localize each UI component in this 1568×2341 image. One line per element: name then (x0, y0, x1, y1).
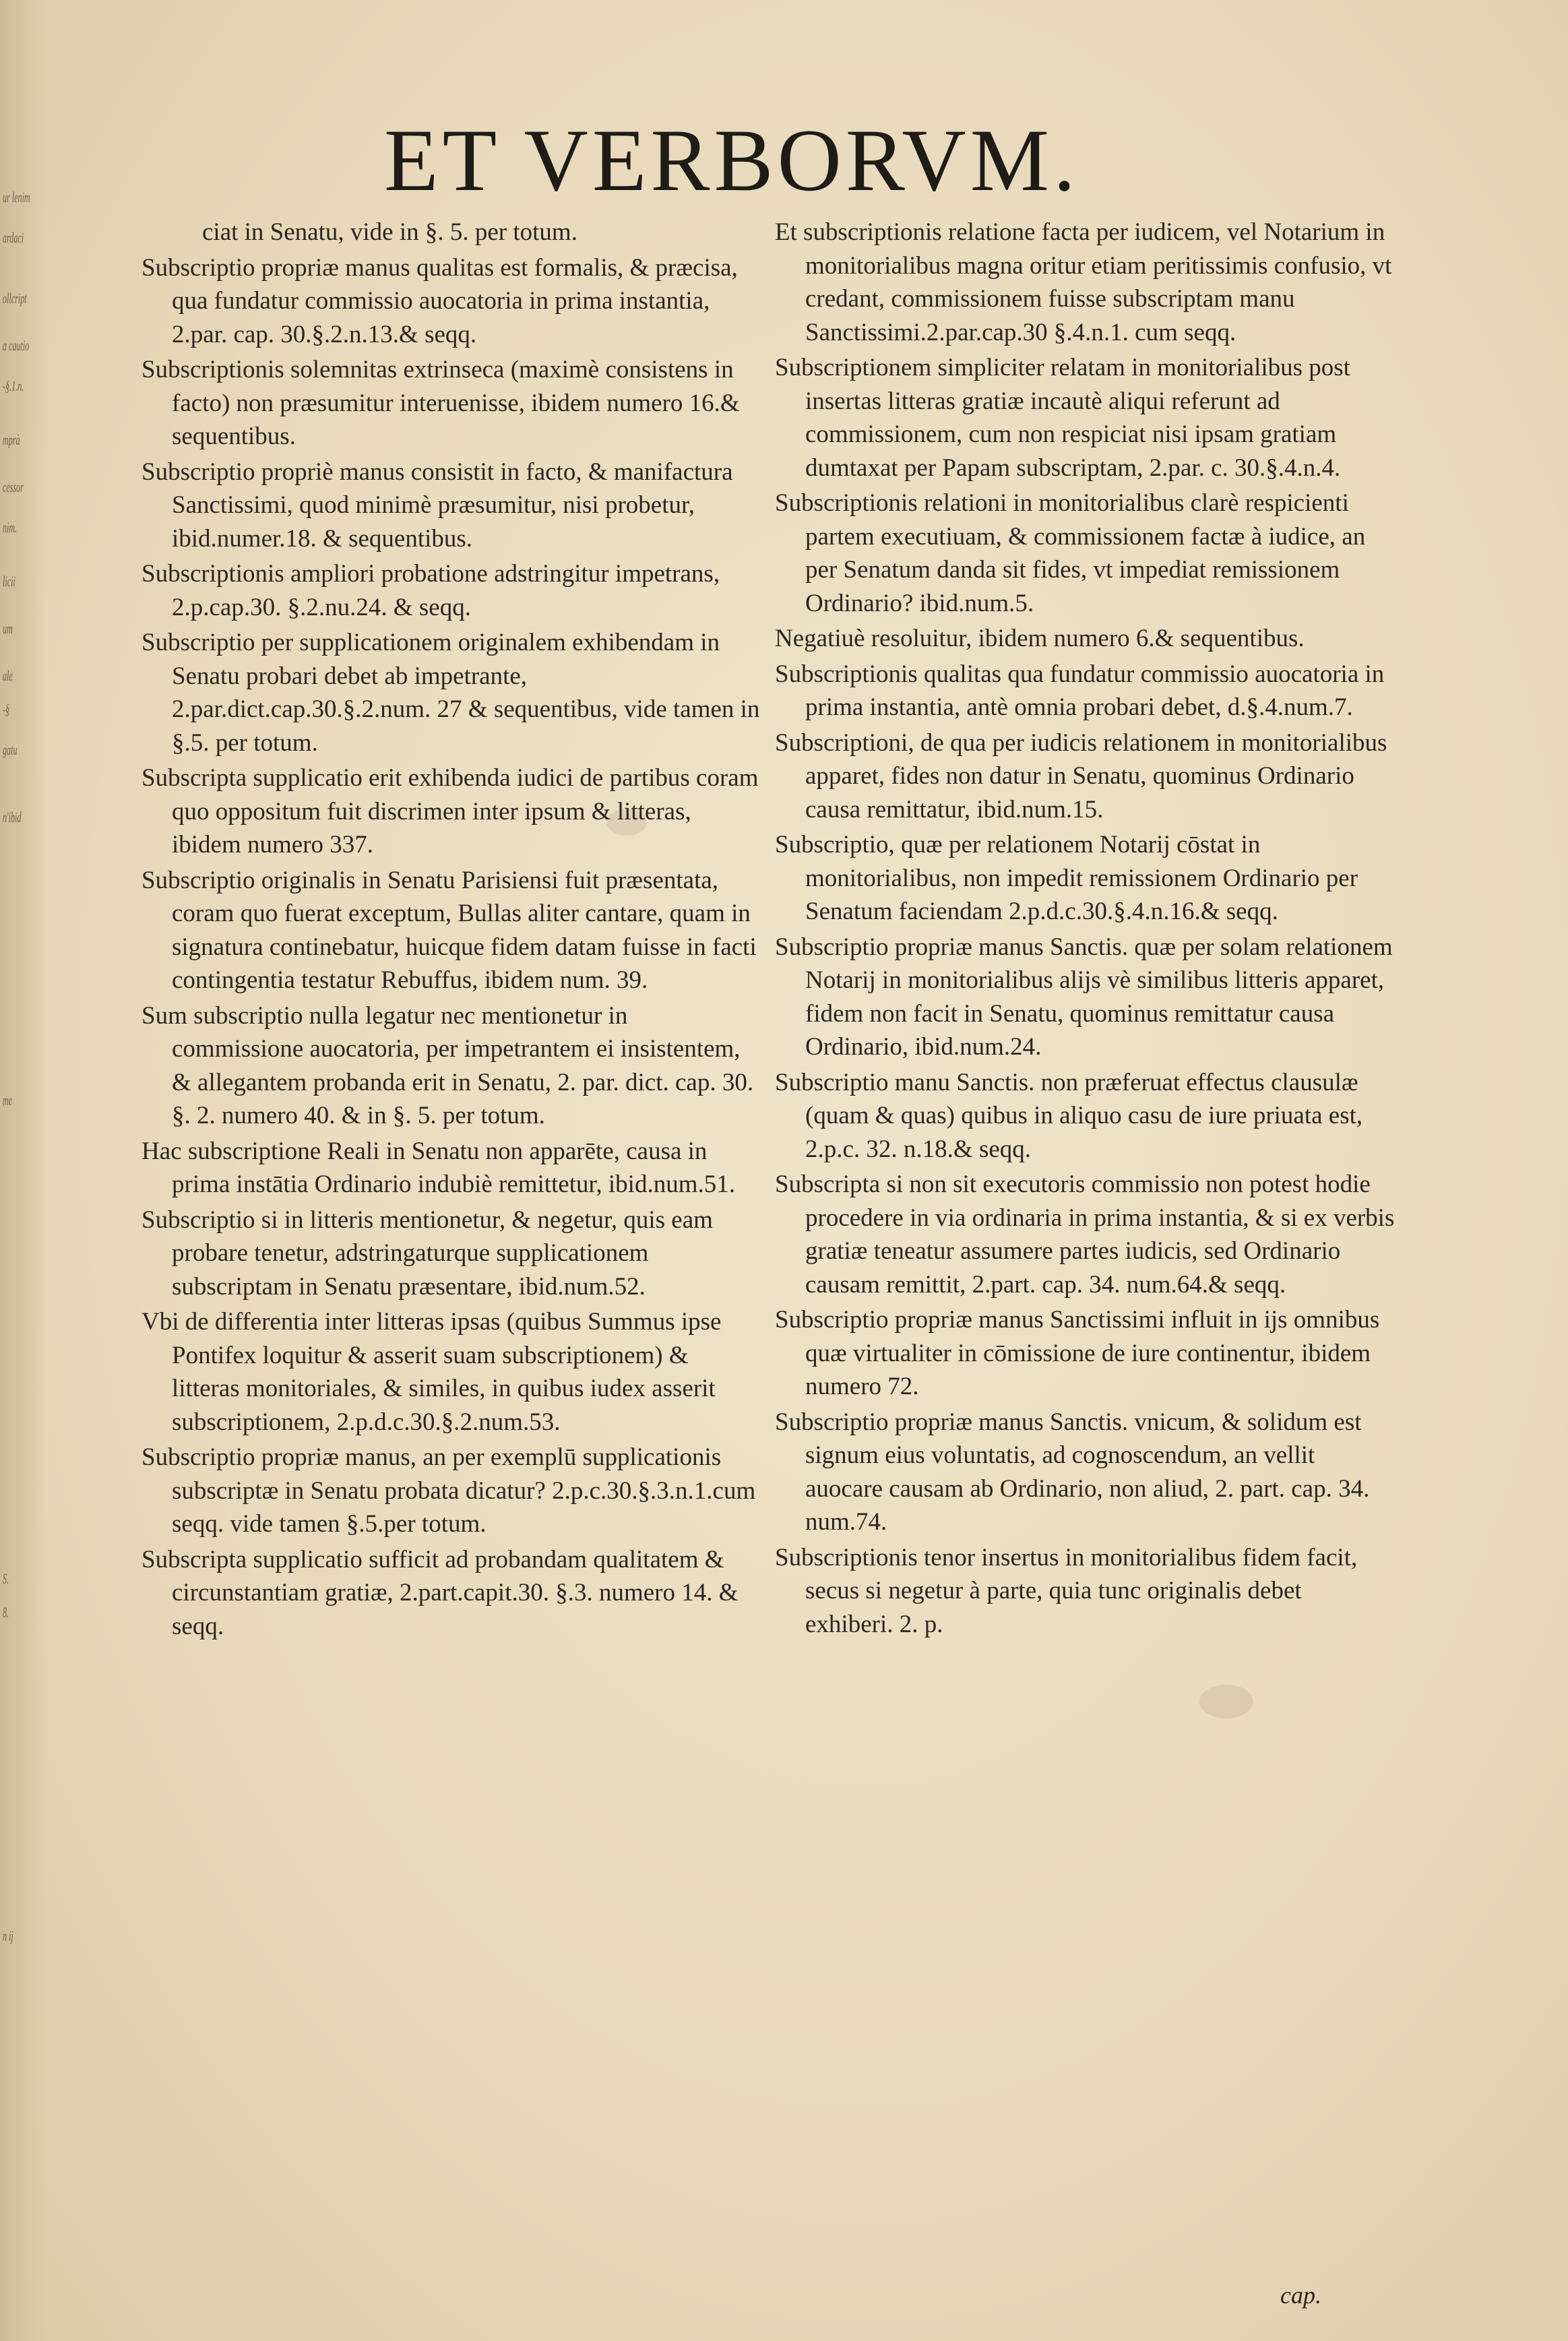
index-entry: Subscriptio, quæ per relationem Notarij cōstat in monitorialibus, non impedit remissionem Ordinario per Senatum faciendam 2.p.d.c.30.§.4.n.16.& seqq. (775, 831, 1358, 925)
index-entry: Subscriptionis tenor insertus in monitorialibus fidem facit, secus si negetur à parte, quia tunc originalis debet exhiberi. 2. p. (775, 1543, 1358, 1638)
index-entry: Sum subscriptio nulla legatur nec mentionetur in commissione auocatoria, per impetrantem ei insistentem, & allegantem probanda erit in Senatu, 2. par. dict. cap. 30. §. 2. numero 40. & in §. 5. per totum. (142, 1001, 754, 1129)
right-column (775, 216, 1395, 2291)
catchword: cap. (1280, 2282, 1321, 2309)
index-entry: Subscriptio propriæ manus, an per exemplū supplicationis subscriptæ in Senatu probata dicatur? 2.p.c.30.§.3.n.1.cum seqq. vide tamen §.5.per totum. (142, 1443, 756, 1538)
index-entry: Subscriptionem simpliciter relatam in monitorialibus post insertas litteras gratiæ incautè aliqui referunt ad commissionem, cum non respiciat nisi ipsam gratiam dumtaxat per Papam subscriptam, 2.par. c. 30.§.4.n.4. (775, 354, 1350, 482)
gutter-fragment: -§.1.n. (3, 377, 24, 394)
index-entry: Subscriptionis solemnitas extrinseca (maximè consistens in facto) non præsumitur interuenisse, ibidem numero 16.& sequentibus. (142, 356, 740, 450)
gutter-fragment: gatu (3, 741, 18, 758)
index-entry: Subscriptio propriæ manus Sanctissimi influit in ijs omnibus quæ virtualiter in cōmissione de iure continentur, ibidem numero 72. (775, 1306, 1380, 1400)
index-entry: Negatiuè resoluitur, ibidem numero 6.& sequentibus. (775, 625, 1305, 652)
index-entry: Subscripta supplicatio erit exhibenda iudici de partibus coram quo oppositum fuit discrimen inter ipsum & litteras, ibidem numero 337. (142, 764, 759, 859)
gutter-fragment: a cautio (3, 337, 30, 354)
gutter-fragment: nim. (3, 519, 18, 536)
facing-page-gutter (0, 0, 47, 2341)
gutter-fragment: S. (3, 1570, 9, 1587)
gutter-fragment: licii (3, 573, 15, 590)
gutter-fragment: um (3, 620, 13, 637)
gutter-fragment: ollcript (3, 290, 27, 307)
gutter-fragment: ardaci (3, 229, 24, 246)
index-entry: Subscripta si non sit executoris commissio non potest hodie procedere in via ordinaria in prima instantia, & si ex verbis gratiæ teneatur assumere partes iudicis, sed Ordinario causam remittit, 2.part. cap. 34. num.64.& seqq. (775, 1170, 1395, 1299)
gutter-fragment: ur lenim (3, 189, 30, 206)
gutter-fragment: mprà (3, 431, 20, 448)
index-entry: Hac subscriptione Reali in Senatu non apparēte, causa in prima instātia Ordinario indubiè remittetur, ibid.num.51. (142, 1137, 735, 1198)
gutter-fragment: 8. (3, 1604, 9, 1621)
index-entry: Subscriptionis ampliori probatione adstringitur impetrans, 2.p.cap.30. §.2.nu.24. & seqq. (142, 560, 720, 621)
gutter-fragment: n ij (3, 1927, 13, 1944)
index-entry: Subscriptio originalis in Senatu Parisiensi fuit præsentata, coram quo fuerat exceptum, Bullas aliter cantare, quam in signatura continebatur, huicque fidem datam fuisse in facti contingentia testatur Rebuffus, ibidem num. 39. (142, 866, 757, 994)
index-entry: Et subscriptionis relatione facta per iudicem, vel Notarium in monitorialibus magna oritur etiam peritissimis confusio, vt credant, commissionem fuisse subscriptam manu Sanctissimi.2.par.cap.30 §.4.n.1. cum seqq. (775, 218, 1392, 346)
running-head: ET VERBORVM. (384, 111, 1080, 210)
index-entry: Subscriptio propriæ manus Sanctis. vnicum, & solidum est signum eius voluntatis, ad cognoscendum, an vellit auocare causam ab Ordinario, non aliud, 2. part. cap. 34. num.74. (775, 1408, 1370, 1536)
index-entry: Subscriptionis qualitas qua fundatur commissio auocatoria in prima instantia, antè omnia probari debet, d.§.4.num.7. (775, 660, 1385, 721)
gutter-fragment: n'ibid (3, 809, 22, 825)
index-entry: Subscriptio manu Sanctis. non præferuat effectus clausulæ (quam & quas) quibus in aliquo casu de iure priuata est, 2.p.c. 32. n.18.& seqq. (775, 1068, 1363, 1163)
left-column (142, 216, 761, 2291)
index-entry: Subscriptionis relationi in monitorialibus clarè respicienti partem executiuam, & commissionem factæ à iudice, an per Senatum danda sit fides, vt impediat remissionem Ordinario? ibid.num.5. (775, 489, 1366, 617)
gutter-fragment: -§ (3, 701, 10, 718)
index-entry: Vbi de differentia inter litteras ipsas (quibus Summus ipse Pontifex loquitur & asserit suam subscriptionem) & litteras monitoriales, & similes, in quibus iudex asserit subscriptionem, 2.p.d.c.30.§.2.num.53. (142, 1308, 722, 1436)
gutter-fragment: ale (3, 667, 13, 684)
index-entry: Subscriptio si in litteris mentionetur, & negetur, quis eam probare tenetur, adstringaturque supplicationem subscriptam in Senatu præsentare, ibid.num.52. (142, 1206, 713, 1301)
index-entry: Subscriptioni, de qua per iudicis relationem in monitorialibus apparet, fides non datur in Senatu, quominus Ordinario causa remittatur, ibid.num.15. (775, 728, 1387, 823)
index-entry: Subscriptio propriæ manus Sanctis. quæ per solam relationem Notarij in monitorialibus alijs vè similibus litteris apparet, fidem non facit in Senatu, quominus remittatur causa Ordinario, ibid.num.24. (775, 933, 1393, 1061)
gutter-fragment: cessor (3, 478, 24, 495)
index-entry: Subscriptio propriæ manus qualitas est formalis, & præcisa, qua fundatur commissio auocatoria in prima instantia, 2.par. cap. 30.§.2.n.13.& seqq. (142, 253, 738, 348)
index-entry: Subscripta supplicatio sufficit ad probandam qualitatem & circunstantiam gratiæ, 2.part.capit.30. §.3. numero 14. & seqq. (142, 1545, 739, 1640)
index-entry: Subscriptio per supplicationem originalem exhibendam in Senatu probari debet ab impetrante, 2.par.dict.cap.30.§.2.num. 27 & sequentibus, vide tamen in §.5. per totum. (142, 629, 760, 757)
index-entry: ciat in Senatu, vide in §. 5. per totum. (202, 218, 577, 246)
index-entry: Subscriptio propriè manus consistit in facto, & manifactura Sanctissimi, quod minimè præsumitur, nisi probetur, ibid.numer.18. & sequentibus. (142, 458, 733, 553)
gutter-fragment: me (3, 1092, 13, 1109)
